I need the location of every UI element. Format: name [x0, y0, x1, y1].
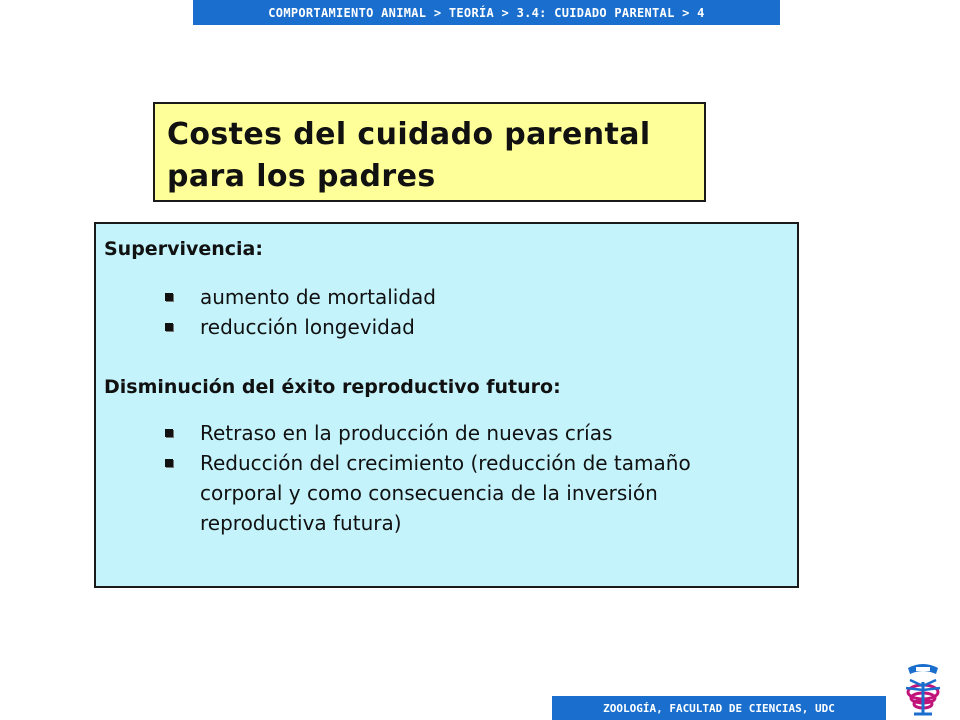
breadcrumb-text: COMPORTAMIENTO ANIMAL > TEORÍA > 3.4: CUIDADO PARENTAL > 4 — [268, 5, 705, 20]
square-bullet-icon — [165, 323, 173, 331]
list-item — [104, 282, 787, 312]
list-item-text: Reducción del crecimiento (reducción de tamaño corporal y como consecuencia de la inversión reproductiva futura) — [200, 451, 691, 535]
footer-bar — [552, 696, 886, 720]
bullet-list-disminucion — [104, 418, 787, 538]
list-item-text: aumento de mortalidad — [200, 285, 436, 309]
list-item-text: Retraso en la producción de nuevas crías — [200, 421, 613, 445]
list-item — [104, 312, 787, 342]
slide-title-line-1: Costes del cuidado parental — [167, 117, 651, 152]
footer-text: ZOOLOGÍA, FACULTAD DE CIENCIAS, UDC — [603, 701, 835, 715]
square-bullet-icon — [165, 459, 173, 467]
list-item — [104, 448, 787, 538]
slide-title-box — [153, 102, 706, 202]
list-item — [104, 418, 787, 448]
list-item-text: reducción longevidad — [200, 315, 415, 339]
square-bullet-icon — [165, 429, 173, 437]
breadcrumb — [193, 0, 780, 25]
slide-title-line-2: para los padres — [167, 159, 436, 194]
bullet-list-supervivencia — [104, 282, 787, 342]
content-box — [94, 222, 799, 588]
section-heading-supervivencia: Supervivencia: — [104, 238, 263, 260]
udc-emblem-icon — [892, 658, 954, 720]
square-bullet-icon — [165, 293, 173, 301]
section-heading-disminucion: Disminución del éxito reproductivo futuro: — [104, 376, 561, 398]
